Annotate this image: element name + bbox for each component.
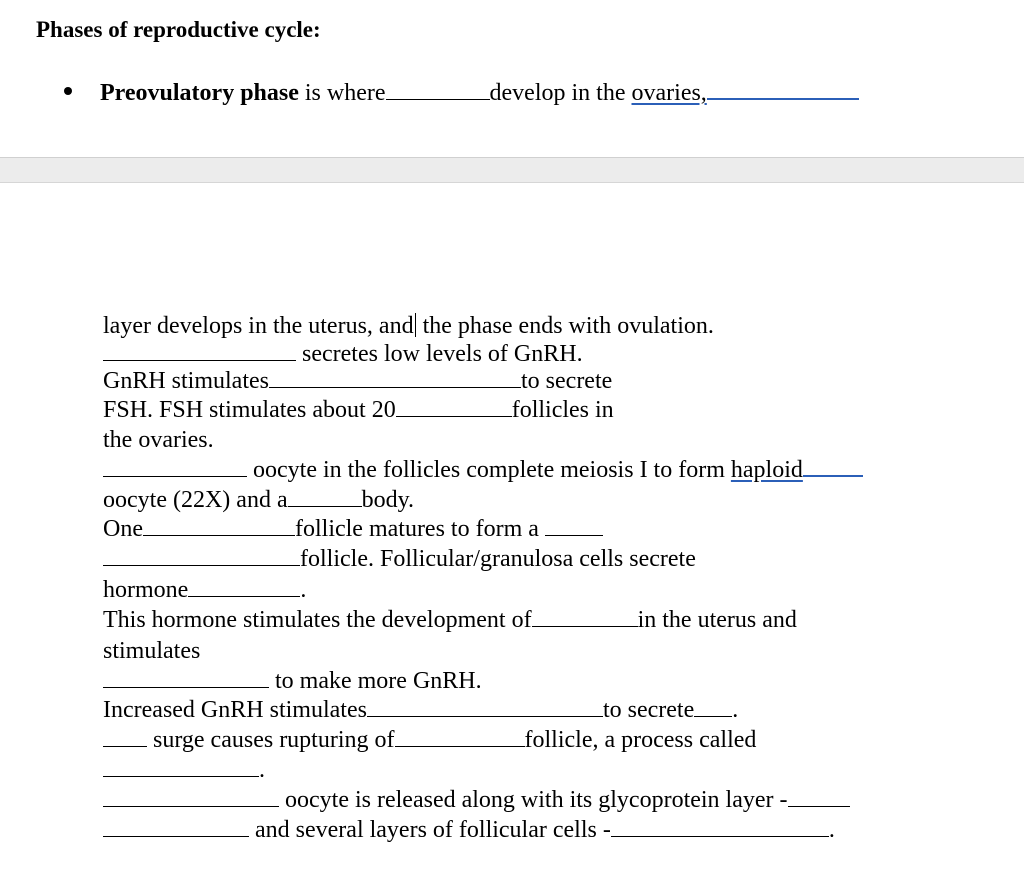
- blank: [611, 835, 829, 837]
- bullet-text: is where: [298, 80, 386, 106]
- line-text: to secrete: [521, 368, 613, 394]
- blank: [386, 98, 490, 100]
- text-line: [103, 667, 482, 695]
- line-text: oocyte is released along with its glycoprotein layer -: [285, 787, 788, 813]
- line-text: to make more GnRH.: [275, 668, 482, 694]
- line-text: hormone: [103, 577, 189, 603]
- line-text: This hormone stimulates the development of: [103, 607, 532, 633]
- spell-flag-word: haploid: [730, 457, 803, 483]
- line-text: .: [300, 577, 307, 603]
- blank: [103, 775, 259, 777]
- text-line: [103, 756, 265, 784]
- text-line: [103, 515, 603, 543]
- text-line: [103, 726, 756, 754]
- blank: [103, 745, 147, 747]
- line-text: oocyte (22X) and a: [103, 487, 288, 513]
- text-line: [103, 367, 612, 395]
- text-line: [103, 456, 863, 484]
- text-line: [103, 396, 614, 424]
- line-text: GnRH stimulates: [103, 368, 269, 394]
- blank: [103, 686, 269, 688]
- line-text: Increased GnRH stimulates: [103, 697, 367, 723]
- text-line: [103, 606, 797, 634]
- text-line: [103, 340, 583, 368]
- blank: [545, 534, 603, 536]
- spell-flag-word: ovaries,: [631, 80, 707, 106]
- line-text: follicle matures to form a: [294, 516, 545, 542]
- blank: [143, 534, 295, 536]
- line-text: layer develops in the uterus, and: [103, 313, 414, 339]
- blank: [803, 474, 863, 477]
- line-text: .: [828, 817, 835, 843]
- blank: [288, 505, 362, 507]
- blank: [103, 805, 279, 807]
- bullet-text: develop in the: [489, 80, 632, 106]
- line-text: body.: [361, 487, 415, 513]
- text-line: [103, 816, 835, 844]
- line-text: follicles in: [511, 397, 614, 423]
- line-text: One: [103, 516, 143, 542]
- line-text: .: [259, 757, 265, 783]
- blank: [269, 386, 521, 388]
- text-line: the ovaries.: [103, 427, 214, 453]
- text-line: [103, 486, 414, 514]
- line-text: follicle. Follicular/granulosa cells secrete: [300, 546, 696, 572]
- blank: [188, 595, 300, 597]
- line-text: FSH. FSH stimulates about 20: [103, 397, 396, 423]
- line-text: to secrete: [602, 697, 695, 723]
- text-line: [103, 786, 850, 814]
- bullet-dot-icon: [64, 87, 72, 95]
- page-break-band: [0, 157, 1024, 183]
- text-line: [103, 545, 696, 573]
- text-line: stimulates: [103, 638, 201, 664]
- line-text: in the uterus and: [637, 607, 797, 633]
- line-text: the phase ends with ovulation.: [416, 313, 714, 339]
- blank: [103, 835, 249, 837]
- page-heading: Phases of reproductive cycle:: [36, 17, 321, 42]
- line-text: secretes low levels of GnRH.: [302, 341, 583, 367]
- bullet-bold-term: Preovulatory phase: [100, 80, 299, 106]
- line-text: follicle, a process called: [524, 727, 757, 753]
- blank: [396, 415, 512, 417]
- blank: [103, 359, 296, 361]
- blank: [788, 805, 850, 807]
- text-line: [103, 576, 306, 604]
- blank: [367, 715, 603, 717]
- blank: [694, 715, 732, 717]
- text-line: [103, 312, 714, 340]
- blank: [103, 564, 300, 566]
- line-text: surge causes rupturing of: [153, 727, 395, 753]
- blank: [395, 745, 525, 747]
- blank: [707, 97, 859, 100]
- blank: [103, 475, 247, 477]
- text-line: [103, 696, 738, 724]
- line-text: .: [732, 697, 739, 723]
- line-text: oocyte in the follicles complete meiosis I to form: [253, 457, 731, 483]
- line-text: and several layers of follicular cells -: [255, 817, 611, 843]
- blank: [532, 625, 638, 627]
- bullet-item-preovulatory: [64, 80, 859, 107]
- text-cursor: [415, 313, 416, 337]
